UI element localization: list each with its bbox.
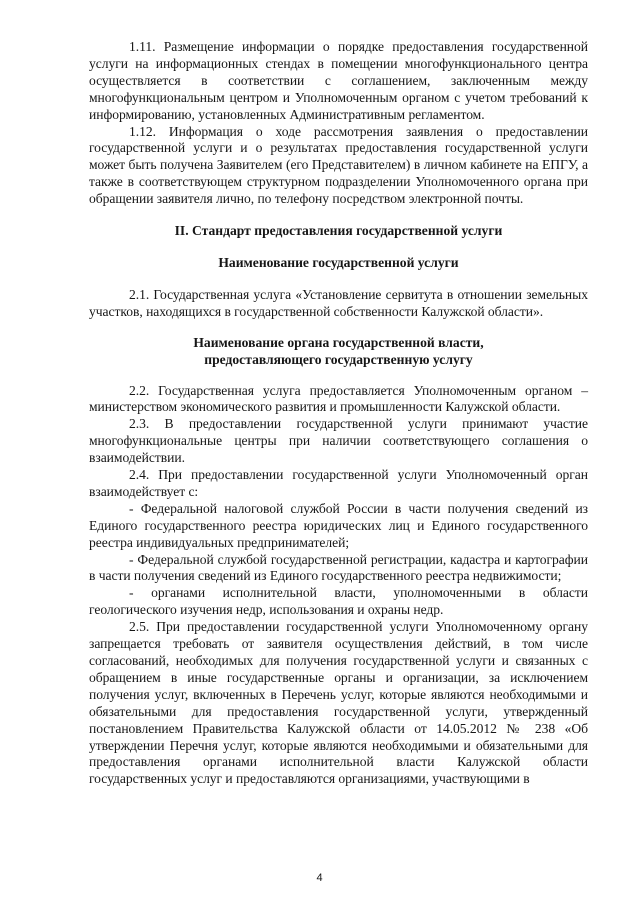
paragraph-2-3: 2.3. В предоставлении государственной услуги принимают участие многофункциональные центры при наличии соответствующего соглашения о взаимодействии. xyxy=(89,416,588,466)
paragraph-2-1: 2.1. Государственная услуга «Установление сервитута в отношении земельных участков, находящихся в государственной собственности Калужской области». xyxy=(89,286,588,319)
paragraph-2-4: 2.4. При предоставлении государственной услуги Уполномоченный орган взаимодействует с: xyxy=(89,467,588,499)
list-item-rosreestr: - Федеральной службой государственной регистрации, кадастра и картографии в части получения сведений из Единого государственного реестра недвижимости; xyxy=(89,551,588,584)
paragraph-2-5: 2.5. При предоставлении государственной услуги Уполномоченному органу запрещается требовать от заявителя осуществления действий, в том числе согласований, необходимых для получения государственной услуги и связанных с обращением в иные государственные органы и организации, за исключением получения услуг, включенных в Перечень услуг, которые являются необходимыми и обязательными для предоставления государственной услуги, утвержденный постановлением Правительства Калужской области от 14.05.2012 № 238 «Об утверждении Перечня услуг, которые являются необходимыми и обязательными для предоставления органами исполнительной власти Калужской области государственных услуг и предоставляются организациями, участвующими в xyxy=(89,619,588,787)
subsection-authority-title-line1: Наименование органа государственной власти, xyxy=(193,334,484,350)
subsection-authority-title xyxy=(89,335,588,369)
subsection-service-name-title: Наименование государственной услуги xyxy=(218,254,459,270)
section-title: II. Стандарт предоставления государственной услуги xyxy=(174,223,503,239)
paragraph-1-12: 1.12. Информация о ходе рассмотрения заявления о предоставлении государственной услуги и о результатах предоставления государственной услуги может быть получена Заявителем (его Представителем) в личном кабинете на ЕПГУ, а также в соответствующем структурном подразделении Уполномоченного органа при обращении заявителя лично, по телефону посредством электронной почты. xyxy=(89,123,588,207)
list-item-geology-authorities: - органами исполнительной власти, уполномоченными в области геологического изучения недр, использования и охраны недр. xyxy=(89,585,588,618)
paragraph-1-11: 1.11. Размещение информации о порядке предоставления государственной услуги на информационных стендах в помещении многофункционального центра осуществляется в соответствии с соглашением, заключенным между многофункциональным центром и Уполномоченным органом с учетом требований к информированию, установленных Административным регламентом. xyxy=(89,39,588,122)
subsection-authority-title-line2: предоставляющего государственную услугу xyxy=(204,351,473,367)
list-item-fns: - Федеральной налоговой службой России в части получения сведений из Единого государственного реестра юридических лиц и Единого государственного реестра индивидуальных предпринимателей; xyxy=(89,500,588,550)
page-number: 4 xyxy=(316,872,323,884)
paragraph-2-2: 2.2. Государственная услуга предоставляется Уполномоченным органом – министерством экономического развития и промышленности Калужской области. xyxy=(89,382,588,415)
